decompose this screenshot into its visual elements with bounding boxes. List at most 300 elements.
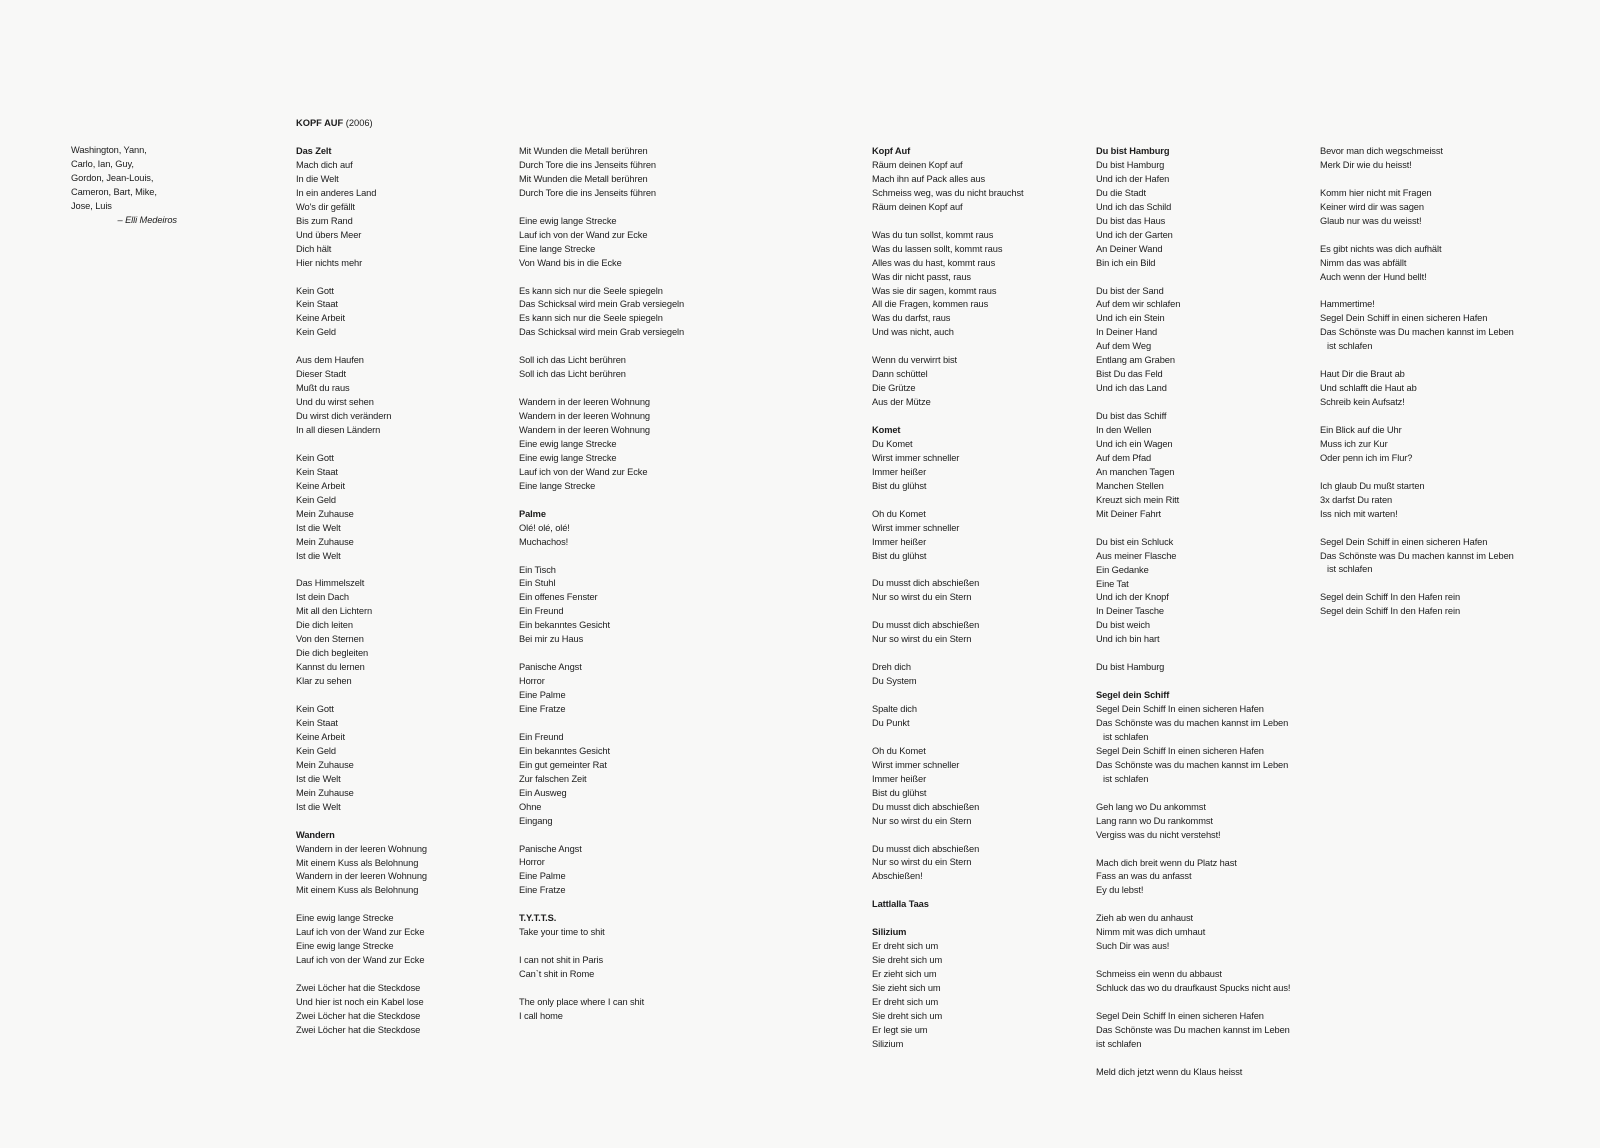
lyric-line: Und du wirst sehen [296,397,374,408]
lyric-line: Und ich der Knopf [1096,592,1169,603]
stanza [872,619,1024,647]
lyric-line: Das Schönste was du machen kannst im Leben [1096,718,1289,728]
lyric-line: Du musst dich abschießen [872,578,980,589]
lyric-line: Du die Stadt [1096,187,1146,198]
song-title: Palme [519,508,546,519]
lyric-line: Fass an was du anfasst [1096,871,1192,882]
lyric-line: Und ich ein Stein [1096,313,1165,324]
lyric-line: An Deiner Wand [1096,243,1163,254]
stanza [519,508,684,550]
lyric-line: Du musst dich abschießen [872,843,980,854]
lyric-line: Und hier ist noch ein Kabel lose [296,997,424,1008]
song-title: Das Zelt [296,146,332,156]
lyric-line: Zwei Löcher hat die Steckdose [296,1010,421,1021]
lyric-line: Sie zieht sich um [872,983,941,993]
lyric-line: Eine lange Strecke [519,480,596,491]
lyric-line: Die dich leiten [296,620,353,631]
lyric-line: Eine Fratze [519,885,566,896]
lyric-line: Bis zum Rand [296,215,353,226]
lyric-line: Dieser Stadt [296,369,346,380]
lyric-line: Ein Freund [519,606,564,617]
lyric-line: Haut Dir die Braut ab [1320,369,1405,380]
stanza [1320,536,1514,578]
lyric-line: Such Dir was aus! [1096,941,1170,952]
stanza [519,215,684,271]
lyric-line: Mach dich auf [296,159,353,170]
lyric-line: Nur so wirst du ein Stern [872,857,972,868]
lyric-line: Sie dreht sich um [872,955,943,966]
lyric-line: Olé! olé, olé! [519,522,570,533]
stanza [1096,912,1290,954]
lyric-line: Dreh dich [872,662,911,673]
stanza [1096,1066,1290,1080]
lyric-line: Segel dein Schiff In den Hafen rein [1320,606,1461,617]
lyric-line: Immer heißer [872,536,927,547]
lyric-line: Ist die Welt [296,522,341,533]
lyric-line: Was du lassen sollt, kommt raus [872,243,1003,254]
dedication-line: Gordon, Jean-Louis, [71,172,154,183]
dedication-attribution: – Elli Medeiros [117,214,177,225]
lyric-line: Keiner wird dir was sagen [1320,201,1424,212]
lyric-line: I call home [519,1010,563,1021]
lyric-line: Soll ich das Licht berühren [519,369,626,380]
lyric-line: Mit einem Kuss als Belohnung [296,857,419,868]
lyric-line: Wandern in der leeren Wohnung [519,411,650,422]
stanza [1096,145,1290,271]
lyric-line: Kein Staat [296,299,338,310]
stanza [1320,298,1514,354]
lyric-line: Mußt du raus [296,383,350,394]
lyric-line: Du System [872,676,917,687]
lyric-line: Und ich das Land [1096,383,1167,394]
lyric-line: Mein Zuhause [296,508,354,519]
stanza [1320,368,1514,410]
lyric-line: Ich glaub Du mußt starten [1320,480,1425,491]
lyric-line: Klar zu sehen [296,676,352,687]
stanza [519,996,684,1024]
lyric-line: Auf dem wir schlafen [1096,299,1181,310]
lyric-line: Oh du Komet [872,745,926,756]
lyric-line: Eine ewig lange Strecke [296,913,394,924]
lyric-line: Und ich ein Wagen [1096,438,1173,449]
stanza [1096,689,1290,787]
lyric-line: Mein Zuhause [296,759,354,770]
lyric-line: Wandern in der leeren Wohnung [519,397,650,408]
lyric-line: Durch Tore die ins Jenseits führen [519,187,656,198]
lyric-line: Lauf ich von der Wand zur Ecke [296,927,425,938]
lyric-line: Panische Angst [519,843,582,854]
lyric-line: Nur so wirst du ein Stern [872,815,972,826]
lyric-line: Das Himmelszelt [296,578,365,589]
lyric-line: Keine Arbeit [296,480,345,491]
lyric-line: Und was nicht, auch [872,327,954,338]
stanza [872,661,1024,689]
dedication-line: Cameron, Bart, Mike, [71,186,157,197]
lyric-line: Du musst dich abschießen [872,620,980,631]
stanza [519,912,684,940]
lyric-line: Du musst dich abschießen [872,801,980,812]
lyric-line: Was dir nicht passt, raus [872,271,971,282]
lyric-line: Mach dich breit wenn du Platz hast [1096,857,1237,868]
lyric-line: Wirst immer schneller [872,759,960,770]
lyrics-column-1 [296,145,427,1052]
lyric-line: Mit all den Lichtern [296,606,373,617]
lyric-line: Spalte dich [872,704,917,714]
lyric-line: Ein Gedanke [1096,564,1149,575]
lyric-line: Segel Dein Schiff in einen sicheren Hafen [1320,313,1488,324]
lyric-line: An manchen Tagen [1096,466,1175,477]
lyric-line: Kannst du lernen [296,662,365,673]
stanza [1096,410,1290,522]
lyric-line: ist schlafen [1327,341,1373,352]
stanza [519,396,684,494]
lyric-line: Sie dreht sich um [872,1010,943,1021]
lyric-line: In ein anderes Land [296,187,377,198]
stanza [1096,285,1290,397]
lyric-line: Aus der Mütze [872,397,931,408]
stanza [872,926,1024,1052]
stanza [296,912,427,968]
lyric-line: Die dich begleiten [296,648,369,659]
lyric-line: Ey du lebst! [1096,885,1144,896]
lyric-line: Mit Wunden die Metall berühren [519,173,648,184]
stanza [296,145,427,271]
lyric-line: Oh du Komet [872,508,926,519]
lyric-line: Zwei Löcher hat die Steckdose [296,1024,421,1035]
lyric-line: Ohne [519,801,542,812]
lyric-line: Ein Freund [519,731,564,742]
lyric-line: I can not shit in Paris [519,955,603,966]
stanza [1320,480,1514,522]
lyric-line: Kein Geld [296,327,336,338]
lyric-line: Mit Wunden die Metall berühren [519,146,648,156]
lyric-line: Horror [519,857,545,868]
lyric-line: Kein Staat [296,466,338,477]
stanza [296,354,427,438]
lyric-line: Das Schönste was Du machen kannst im Leben [1320,327,1514,338]
lyric-line: Eine Fratze [519,704,566,715]
lyric-line: Wandern in der leeren Wohnung [296,871,427,882]
lyric-line: Du wirst dich verändern [296,411,392,422]
lyric-line: Bist du glühst [872,787,927,798]
stanza [296,703,427,815]
stanza [519,354,684,382]
lyric-line: Auf dem Pfad [1096,452,1152,463]
lyric-line: Du bist weich [1096,620,1150,631]
stanza [872,745,1024,829]
lyric-line: Lauf ich von der Wand zur Ecke [296,955,425,966]
lyric-line: Bin ich ein Bild [1096,257,1156,268]
stanza [872,898,1024,912]
lyric-line: Wirst immer schneller [872,522,960,533]
lyric-line: Das Schönste was du machen kannst im Leben [1096,759,1289,770]
lyric-line: Und ich der Hafen [1096,173,1170,184]
stanza [1320,424,1514,466]
lyric-line: Eine lange Strecke [519,243,596,254]
lyric-line: Hier nichts mehr [296,257,363,268]
lyric-line: Segel Dein Schiff In einen sicheren Hafen [1096,704,1264,715]
lyric-line: Er legt sie um [872,1024,928,1035]
lyric-line: Vergiss was du nicht verstehst! [1096,829,1221,840]
stanza [519,564,684,648]
lyric-line: Eine ewig lange Strecke [519,215,617,226]
lyrics-column-5 [1320,145,1514,633]
lyric-line: Kein Geld [296,745,336,756]
stanza [1320,243,1514,285]
lyric-line: Kein Gott [296,285,334,296]
lyric-line: Räum deinen Kopf auf [872,201,963,212]
lyric-line: Manchen Stellen [1096,480,1164,491]
dedication-line: Washington, Yann, [71,145,147,155]
lyric-line: Alles was du hast, kommt raus [872,257,996,268]
lyric-line: Bist du glühst [872,550,927,561]
stanza [1096,801,1290,843]
stanza [872,508,1024,564]
stanza [1096,536,1290,648]
lyric-line: Von Wand bis in die Ecke [519,257,622,268]
stanza [296,577,427,689]
lyric-line: Räum deinen Kopf auf [872,159,963,170]
lyric-line: Und ich der Garten [1096,229,1173,240]
lyric-line: Ein gut gemeinter Rat [519,759,607,770]
lyric-line: In die Welt [296,173,339,184]
lyric-line: Ein offenes Fenster [519,592,598,603]
lyric-line: Keine Arbeit [296,313,345,324]
lyric-line: In Deiner Hand [1096,327,1158,338]
lyric-line: Segel Dein Schiff in einen sicheren Hafen [1320,536,1488,547]
lyric-line: Take your time to shit [519,927,605,938]
lyric-line: Er dreht sich um [872,996,939,1007]
song-title: Wandern [296,829,335,840]
lyric-line: Bevor man dich wegschmeisst [1320,146,1443,156]
lyric-line: Du bist der Sand [1096,285,1164,296]
stanza [1096,661,1290,675]
stanza [872,424,1024,494]
lyric-line: Iss nich mit warten! [1320,508,1398,519]
lyric-line: Das Schönste was Du machen kannst im Leben [1096,1024,1290,1035]
lyric-line: Mit einem Kuss als Belohnung [296,885,419,896]
lyric-line: Du Punkt [872,717,910,728]
song-title: Komet [872,425,901,436]
lyric-line: Ist die Welt [296,550,341,561]
lyric-line: Meld dich jetzt wenn du Klaus heisst [1096,1066,1243,1077]
lyric-line: Er dreht sich um [872,941,939,952]
song-title: Silizium [872,927,907,938]
lyric-line: Er zieht sich um [872,969,937,980]
stanza [1320,187,1514,229]
lyric-line: Und ich das Schild [1096,201,1172,212]
lyric-line: Ein bekanntes Gesicht [519,745,610,756]
lyric-line: ist schlafen [1103,731,1149,742]
stanza [519,843,684,899]
lyric-line: Muchachos! [519,536,569,547]
lyric-line: All die Fragen, kommen raus [872,299,989,310]
lyric-line: Das Schönste was Du machen kannst im Leben [1320,550,1514,561]
lyric-line: Du bist das Haus [1096,215,1166,226]
lyric-line: Bist Du das Feld [1096,369,1163,380]
lyric-line: Ein Blick auf die Uhr [1320,424,1402,435]
lyric-line: Kreuzt sich mein Ritt [1096,494,1180,505]
lyric-line: Das Schicksal wird mein Grab versiegeln [519,327,685,338]
lyric-line: Eine ewig lange Strecke [519,438,617,449]
stanza [1096,968,1290,996]
lyric-line: Schluck das wo du draufkaust Spucks nicht aus! [1096,983,1291,994]
lyric-line: Segel Dein Schiff In einen sicheren Hafen [1096,745,1264,756]
stanza [519,954,684,982]
lyric-line: Wandern in der leeren Wohnung [519,425,650,435]
lyric-line: Zwei Löcher hat die Steckdose [296,983,421,994]
stanza [872,354,1024,410]
lyric-line: Panische Angst [519,662,582,673]
lyric-line: Kein Geld [296,494,336,505]
stanza [296,285,427,341]
lyric-line: Dann schüttel [872,369,928,380]
stanza [296,829,427,899]
album-year: (2006) [345,118,373,128]
lyric-line: Und übers Meer [296,229,362,240]
page-title [296,117,373,131]
lyric-line: Eine Palme [519,871,566,882]
lyric-line: Segel Dein Schiff In einen sicheren Hafen [1096,1010,1264,1021]
lyric-line: Eine ewig lange Strecke [296,941,394,952]
lyric-line: In all diesen Ländern [296,425,381,436]
lyric-line: Hammertime! [1320,299,1375,310]
lyric-line: Geh lang wo Du ankommst [1096,801,1206,812]
lyrics-column-4 [1096,145,1290,1094]
lyric-line: Kein Gott [296,452,334,463]
song-title: Du bist Hamburg [1096,146,1170,156]
lyric-line: Es kann sich nur die Seele spiegeln [519,313,663,324]
lyric-line: Horror [519,676,545,687]
song-title: Segel dein Schiff [1096,690,1170,701]
lyric-line: Aus meiner Flasche [1096,550,1177,561]
lyric-line: Oder penn ich im Flur? [1320,452,1413,463]
lyric-line: Mein Zuhause [296,787,354,798]
lyric-line: Durch Tore die ins Jenseits führen [519,159,656,170]
lyric-line: Muss ich zur Kur [1320,438,1388,449]
lyric-line: Zieh ab wen du anhaust [1096,913,1194,924]
lyric-line: Nur so wirst du ein Stern [872,634,972,645]
lyric-line: Kein Gott [296,704,334,715]
lyric-line: Auch wenn der Hund bellt! [1320,271,1427,282]
lyric-line: Du bist Hamburg [1096,159,1165,170]
lyric-line: Eingang [519,815,553,826]
lyrics-column-3 [872,145,1024,1066]
lyric-line: Ein Ausweg [519,787,567,798]
lyric-line: Dich hält [296,243,332,254]
lyric-line: Keine Arbeit [296,731,345,742]
stanza [1096,1010,1290,1052]
stanza [872,577,1024,605]
dedication [71,144,211,228]
lyric-line: Mit Deiner Fahrt [1096,508,1162,519]
lyrics-column-2 [519,145,684,1038]
lyric-line: In Deiner Tasche [1096,606,1164,617]
lyric-line: Nimm das was abfällt [1320,257,1407,268]
lyric-line: Wo's dir gefällt [296,201,355,212]
lyric-line: Schmeiss ein wenn du abbaust [1096,969,1222,980]
lyric-line: Ein Tisch [519,564,556,575]
stanza [519,661,684,717]
stanza [296,452,427,564]
lyric-line: Glaub nur was du weisst! [1320,215,1422,226]
lyric-line: Soll ich das Licht berühren [519,355,626,366]
stanza [519,285,684,341]
lyric-line: The only place where I can shit [519,996,645,1007]
song-title: Kopf Auf [872,146,911,156]
lyric-line: Nimm mit was dich umhaut [1096,927,1206,938]
lyric-line: Die Grütze [872,383,916,394]
album-title: KOPF AUF [296,118,344,128]
lyric-line: Eine ewig lange Strecke [519,452,617,463]
lyric-line: Merk Dir wie du heisst! [1320,159,1412,170]
lyric-line: Du bist ein Schluck [1096,536,1174,547]
lyric-line: Du Komet [872,438,913,449]
lyric-line: Lauf ich von der Wand zur Ecke [519,229,648,240]
stanza [296,982,427,1038]
lyric-line: Bei mir zu Haus [519,634,584,645]
song-title: T.Y.T.T.S. [519,913,557,924]
lyric-line: Abschießen! [872,871,923,882]
lyric-line: Immer heißer [872,466,927,477]
lyric-line: ist schlafen [1103,773,1149,784]
lyric-line: Was sie dir sagen, kommt raus [872,285,997,296]
lyric-line: ist schlafen [1327,564,1373,575]
lyric-line: ist schlafen [1096,1038,1142,1049]
lyric-line: Was du tun sollst, kommt raus [872,229,994,240]
lyric-line: Und ich bin hart [1096,634,1160,645]
stanza [872,145,1024,215]
lyric-line: Bist du glühst [872,480,927,491]
lyric-line: Von den Sternen [296,634,364,645]
lyric-line: Immer heißer [872,773,927,784]
lyric-line: Eine Tat [1096,578,1129,589]
lyric-line: Entlang am Graben [1096,355,1175,366]
lyric-line: Mach ihn auf Pack alles aus [872,173,986,184]
lyric-line: Es gibt nichts was dich aufhält [1320,243,1442,254]
stanza [1320,591,1514,619]
lyric-line: Ist dein Dach [296,592,349,603]
lyric-line: Was du darfst, raus [872,313,951,324]
lyric-line: Lang rann wo Du rankommst [1096,815,1213,826]
lyric-line: Komm hier nicht mit Fragen [1320,187,1432,198]
lyric-line: Das Schicksal wird mein Grab versiegeln [519,299,685,310]
lyric-line: Du bist Hamburg [1096,662,1165,673]
lyric-line: Nur so wirst du ein Stern [872,592,972,603]
stanza [872,229,1024,341]
lyric-line: Es kann sich nur die Seele spiegeln [519,285,663,296]
stanza [1096,857,1290,899]
lyric-line: Wandern in der leeren Wohnung [296,843,427,854]
lyric-line: Zur falschen Zeit [519,773,587,784]
stanza [519,145,684,201]
lyric-line: Auf dem Weg [1096,341,1152,352]
lyric-line: Can`t shit in Rome [519,969,595,980]
stanza [872,703,1024,731]
lyric-line: Silizium [872,1038,904,1049]
dedication-line: Carlo, Ian, Guy, [71,158,134,169]
stanza [1320,145,1514,173]
lyric-line: Wenn du verwirrt bist [872,355,958,366]
lyric-line: Segel dein Schiff In den Hafen rein [1320,592,1461,603]
lyric-line: In den Wellen [1096,425,1152,436]
lyric-line: Wirst immer schneller [872,452,960,463]
lyric-line: Mein Zuhause [296,536,354,547]
lyric-line: Ein Stuhl [519,578,556,589]
lyric-line: Ein bekanntes Gesicht [519,620,610,631]
lyric-line: 3x darfst Du raten [1320,494,1393,505]
lyric-line: Und schlafft die Haut ab [1320,383,1417,394]
